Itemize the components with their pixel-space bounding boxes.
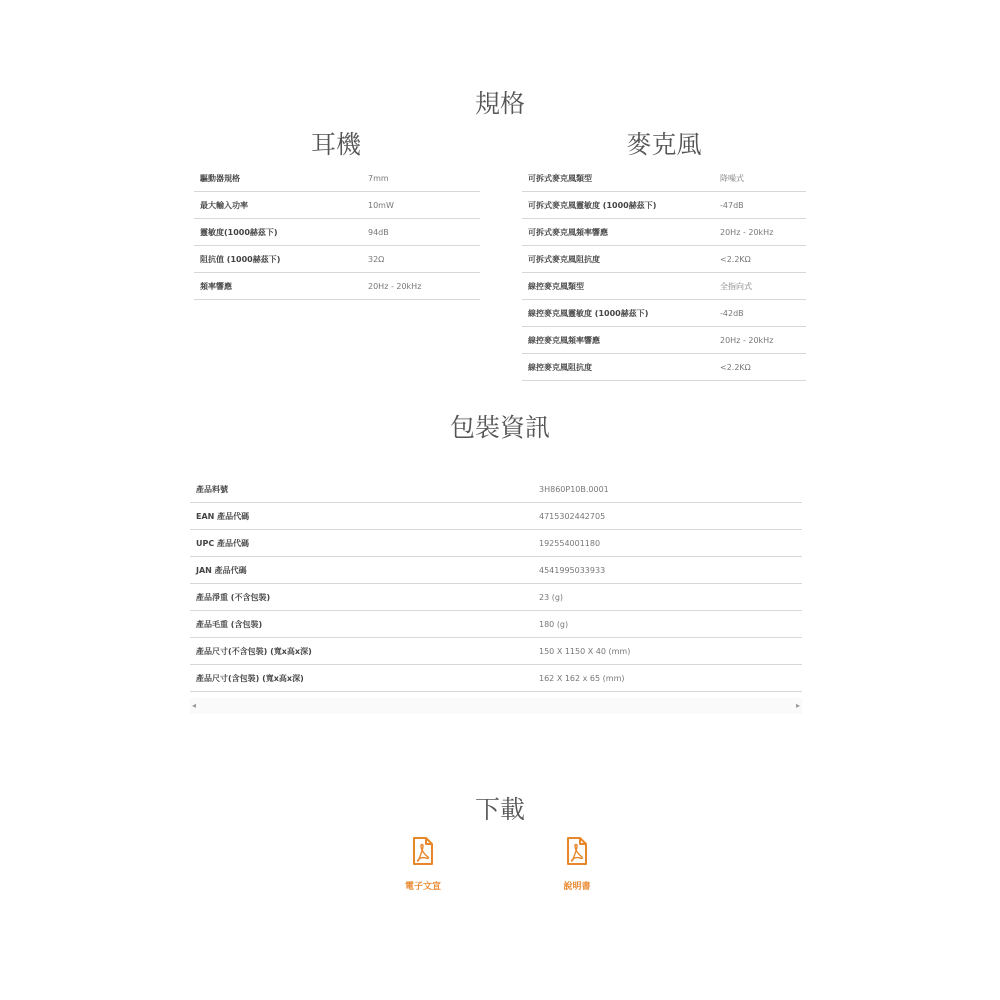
spec-label: 可拆式麥克風阻抗度 — [522, 246, 714, 273]
table-row — [194, 273, 480, 300]
spec-label: 線控麥克風靈敏度 (1000赫茲下) — [522, 300, 714, 327]
table-row — [522, 327, 806, 354]
packaging-label: JAN 產品代碼 — [190, 557, 533, 584]
spec-value: <2.2KΩ — [714, 354, 806, 381]
table-row — [190, 665, 802, 692]
download-manual-label[interactable]: 說明書 — [563, 882, 591, 892]
packaging-label: 產品淨重 (不含包裝) — [190, 584, 533, 611]
table-row — [522, 246, 806, 273]
packaging-label: EAN 產品代碼 — [190, 503, 533, 530]
horizontal-scrollbar[interactable] — [190, 698, 802, 714]
table-row — [194, 192, 480, 219]
spec-label: 阻抗值 (1000赫茲下) — [194, 246, 362, 273]
table-row — [190, 557, 802, 584]
table-row — [522, 354, 806, 381]
table-row — [522, 300, 806, 327]
table-row — [190, 530, 802, 557]
packaging-label: 產品尺寸(含包裝) (寬x高x深) — [190, 665, 533, 692]
packaging-value: 4715302442705 — [533, 503, 802, 530]
spec-value: 32Ω — [362, 246, 480, 273]
spec-value: -42dB — [714, 300, 806, 327]
table-row — [190, 476, 802, 503]
packaging-title: 包裝資訊 — [449, 413, 550, 442]
packaging-value: 192554001180 — [533, 530, 802, 557]
table-row — [522, 273, 806, 300]
scroll-right-arrow-icon[interactable]: ▸ — [795, 701, 800, 710]
microphone-title: 麥克風 — [626, 130, 702, 159]
table-row — [194, 246, 480, 273]
spec-value: 20Hz - 20kHz — [362, 273, 480, 300]
table-row — [190, 611, 802, 638]
spec-value: -47dB — [714, 192, 806, 219]
headphones-title: 耳機 — [310, 130, 361, 159]
spec-value: 7mm — [362, 165, 480, 192]
spec-label: 線控麥克風頻率響應 — [522, 327, 714, 354]
table-row — [522, 192, 806, 219]
spec-label: 可拆式麥克風頻率響應 — [522, 219, 714, 246]
packaging-label: UPC 產品代碼 — [190, 530, 533, 557]
headphones-spec-table — [194, 165, 480, 300]
spec-value: 94dB — [362, 219, 480, 246]
table-row — [190, 503, 802, 530]
spec-value: 降噪式 — [714, 165, 806, 192]
table-row — [190, 584, 802, 611]
table-row — [522, 219, 806, 246]
packaging-value: 3H860P10B.0001 — [533, 476, 802, 503]
packaging-label: 產品尺寸(不含包裝) (寬x高x深) — [190, 638, 533, 665]
spec-label: 可拆式麥克風類型 — [522, 165, 714, 192]
download-brochure-link[interactable] — [373, 837, 473, 892]
microphone-spec-table — [522, 165, 806, 381]
packaging-value: 4541995033933 — [533, 557, 802, 584]
spec-label: 線控麥克風類型 — [522, 273, 714, 300]
packaging-value: 150 X 1150 X 40 (mm) — [533, 638, 802, 665]
packaging-label: 產品料號 — [190, 476, 533, 503]
specs-title: 規格 — [474, 89, 525, 118]
spec-value: 10mW — [362, 192, 480, 219]
packaging-label: 產品毛重 (含包裝) — [190, 611, 533, 638]
packaging-table — [190, 476, 802, 692]
spec-label: 靈敏度(1000赫茲下) — [194, 219, 362, 246]
download-brochure-label[interactable]: 電子文宣 — [404, 882, 441, 892]
spec-label: 頻率響應 — [194, 273, 362, 300]
downloads-title: 下載 — [474, 795, 525, 824]
pdf-icon — [412, 837, 434, 865]
spec-label: 驅動器規格 — [194, 165, 362, 192]
table-row — [190, 638, 802, 665]
scroll-left-arrow-icon[interactable]: ◂ — [192, 701, 197, 710]
packaging-value: 23 (g) — [533, 584, 802, 611]
table-row — [194, 219, 480, 246]
spec-value: 全指向式 — [714, 273, 806, 300]
pdf-icon — [566, 837, 588, 865]
download-manual-link[interactable] — [527, 837, 627, 892]
spec-label: 最大輸入功率 — [194, 192, 362, 219]
spec-label: 線控麥克風阻抗度 — [522, 354, 714, 381]
spec-value: 20Hz - 20kHz — [714, 219, 806, 246]
spec-label: 可拆式麥克風靈敏度 (1000赫茲下) — [522, 192, 714, 219]
table-row — [194, 165, 480, 192]
packaging-value: 180 (g) — [533, 611, 802, 638]
packaging-value: 162 X 162 x 65 (mm) — [533, 665, 802, 692]
spec-value: 20Hz - 20kHz — [714, 327, 806, 354]
table-row — [522, 165, 806, 192]
spec-value: <2.2KΩ — [714, 246, 806, 273]
